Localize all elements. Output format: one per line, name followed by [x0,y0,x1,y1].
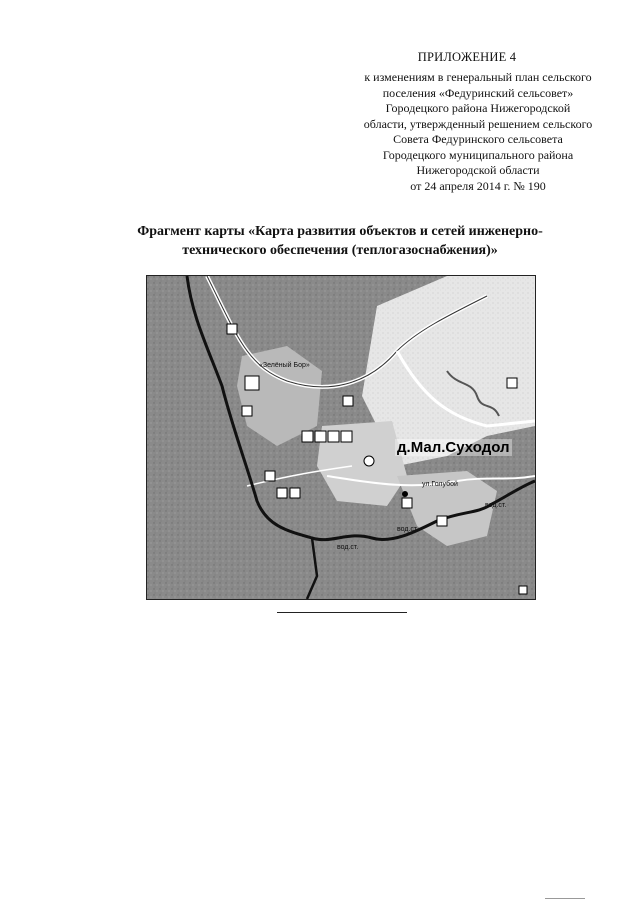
appendix-line: Городецкого района Нижегородской [385,101,571,115]
document-title-line: Фрагмент карты «Карта развития объектов и сетей инженерно- [137,224,543,239]
map-symbol [277,488,287,498]
map-symbol [245,376,259,390]
appendix-line: области, утвержденный решением сельского [363,116,593,131]
appendix-title: ПРИЛОЖЕНИЕ 4 [417,50,517,64]
divider-line [277,612,407,613]
map-symbol [290,488,300,498]
map-small-label: ул.Голубой [422,481,458,488]
map-symbol [341,431,352,442]
appendix-line: Совета Федуринского сельсовета [393,132,563,146]
map-symbol [437,516,447,526]
map-small-label: вод.ст. [397,526,419,533]
map-symbol [315,431,326,442]
appendix-line: поселения «Федуринский сельсовет» [382,85,574,100]
map-symbol [302,431,313,442]
appendix-line: Нижегородской области [416,163,540,177]
map-symbol [519,586,527,594]
divider-line [545,898,585,899]
map-small-label: «Зелёный Бор» [259,362,310,369]
village-label: д.Мал.Суходол [397,439,510,456]
appendix-date-line: от 24 апреля 2014 г. № 190 [410,178,546,193]
map-symbol [402,498,412,508]
map-symbol [265,471,275,481]
map-symbol [343,396,353,406]
map-symbol [402,491,408,497]
appendix-details [342,70,614,194]
appendix-line: к изменениям в генеральный план сельского [364,70,592,84]
appendix-line: Городецкого муниципального района [382,147,574,162]
map-symbol [507,378,517,388]
map-fragment [146,275,536,600]
map-symbol [328,431,339,442]
map-small-label: вод.ст. [485,502,507,509]
document-title-line: технического обеспечения (теплогазоснабжения)» [182,243,498,258]
map-symbol [242,406,252,416]
map-small-label: вод.ст. [337,544,359,551]
document-title [100,222,580,260]
map-symbol [364,456,374,466]
map-symbol [227,324,237,334]
